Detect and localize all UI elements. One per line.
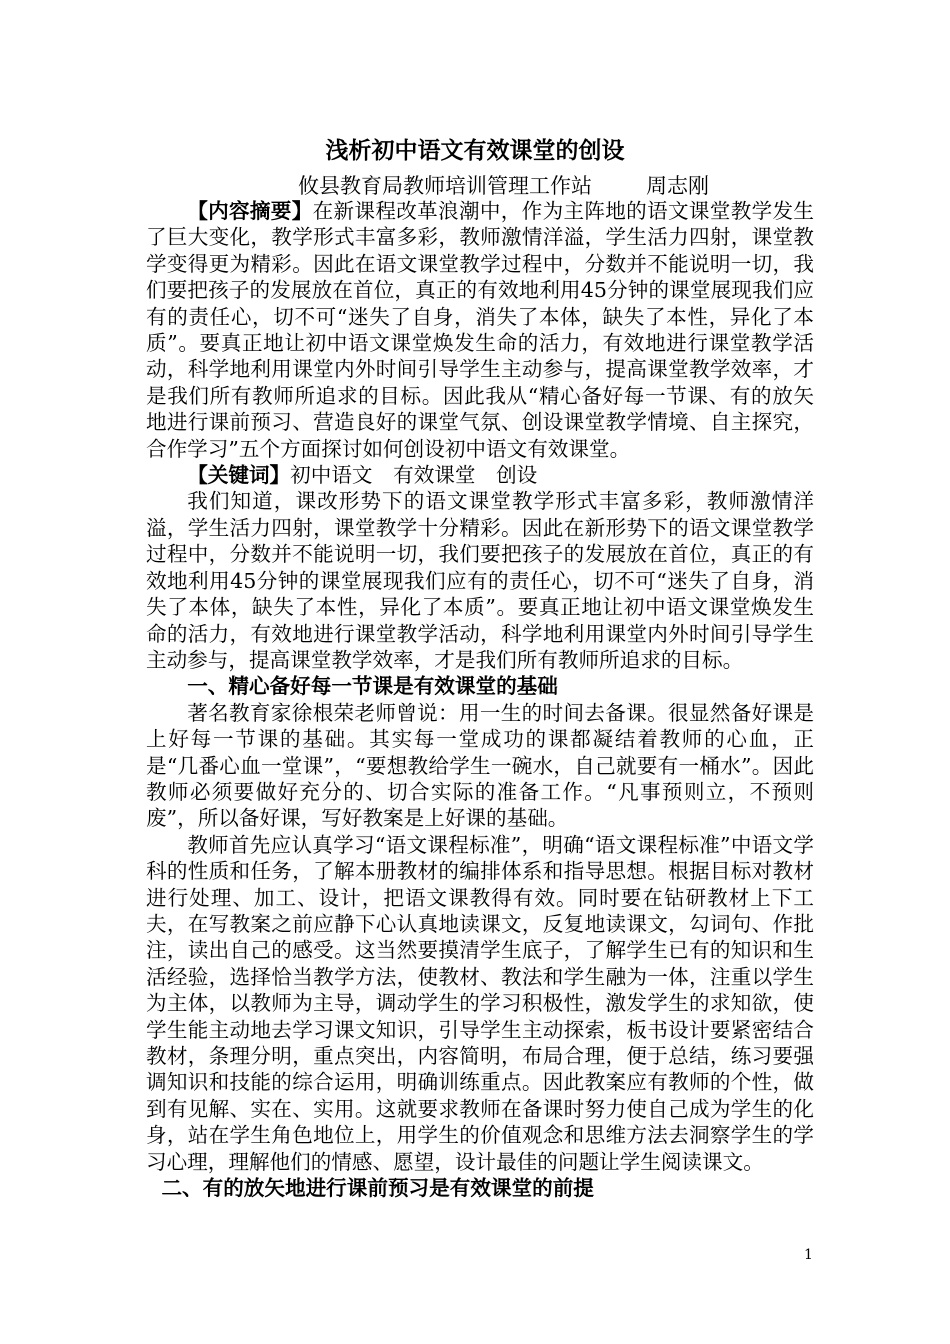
section-1-heading: 一、精心备好每一节课是有效课堂的基础 — [187, 674, 558, 699]
keywords-label: 【关键词】 — [187, 463, 291, 488]
document-title: 浅析初中语文有效课堂的创设 — [325, 137, 625, 164]
keywords-paragraph — [146, 462, 814, 488]
document-body — [146, 198, 814, 1201]
section-1-paragraph-1: 著名教育家徐根荣老师曾说：用一生的时间去备课。很显然备好课是上好每一节课的基础。其实每一堂成功的课都凝结着教师的心血，正是“几番心血一堂课”，“要想教给学生一碗水，自己就要有一桶水”。因此教师必须要做好充分的、切合实际的准备工作。“凡事预则立，不预则废”，所以备好课，写好教案是上好课的基础。 — [146, 700, 815, 831]
intro-paragraph: 我们知道，课改形势下的语文课堂教学形式丰富多彩，教师激情洋溢，学生活力四射，课堂教学十分精彩。因此在新形势下的语文课堂教学过程中，分数并不能说明一切，我们要把孩子的发展放在首位，真正的有效地利用45分钟的课堂展现我们应有的责任心，切不可“迷失了自身，消失了本体，缺失了本性，异化了本质”。要真正地让初中语文课堂焕发生命的活力，有效地进行课堂教学活动，科学地利用课堂内外时间引导学生主动参与，提高课堂教学效率，才是我们所有教师所追求的目标。 — [146, 489, 814, 672]
author-name: 周志刚 — [646, 174, 709, 198]
keywords-text: 初中语文 有效课堂 创设 — [290, 463, 538, 488]
author-line — [298, 172, 709, 200]
section-2-heading: 二、有的放矢地进行课前预习是有效课堂的前提 — [161, 1176, 594, 1201]
abstract-text: 在新课程改革浪潮中，作为主阵地的语文课堂教学发生了巨大变化，教学形式丰富多彩，教师激情洋溢，学生活力四射，课堂教学变得更为精彩。因此在语文课堂教学过程中，分数并不能说明一切，我们要把孩子的发展放在首位，真正的有效地利用45分钟的课堂展现我们应有的责任心，切不可“迷失了自身，消失了本体，缺失了本性，异化了本质”。要真正地让初中语文课堂焕发生命的活力，有效地进行课堂教学活动，科学地利用课堂内外时间引导学生主动参与，提高课堂教学效率，才是我们所有教师所追求的目标。因此我从“精心备好每一节课、有的放矢地进行课前预习、营造良好的课堂气氛、创设课堂教学情境、自主探究，合作学习”五个方面探讨如何创设初中语文有效课堂。 — [146, 199, 815, 461]
abstract-paragraph — [146, 198, 814, 462]
abstract-label: 【内容摘要】 — [187, 199, 313, 223]
author-organization: 攸县教育局教师培训管理工作站 — [298, 174, 592, 198]
section-1-paragraph-2: 教师首先应认真学习“语文课程标准”，明确“语文课程标准”中语文学科的性质和任务，了解本册教材的编排体系和指导思想。根据目标对教材进行处理、加工、设计，把语文课教得有效。同时要在钻研教材上下工夫，在写教案之前应静下心认真地读课文，反复地读课文，勾词句、作批注，读出自己的感受。这当然要摸清学生底子，了解学生已有的知识和生活经验，选择恰当教学方法，使教材、教法和学生融为一体，注重以学生为主体，以教师为主导，调动学生的学习积极性，激发学生的求知欲，使学生能主动地去学习课文知识，引导学生主动探索，板书设计要紧密结合教材，条理分明，重点突出，内容简明，布局合理，便于总结，练习要强调知识和技能的综合运用，明确训练重点。因此教案应有教师的个性，做到有见解、实在、实用。这就要求教师在备课时努力使自己成为学生的化身，站在学生角色地位上，用学生的价值观念和思维方法去洞察学生的学习心理，理解他们的情感、愿望，设计最佳的问题让学生阅读课文。 — [146, 832, 814, 1174]
page-number: 1 — [804, 1247, 813, 1263]
